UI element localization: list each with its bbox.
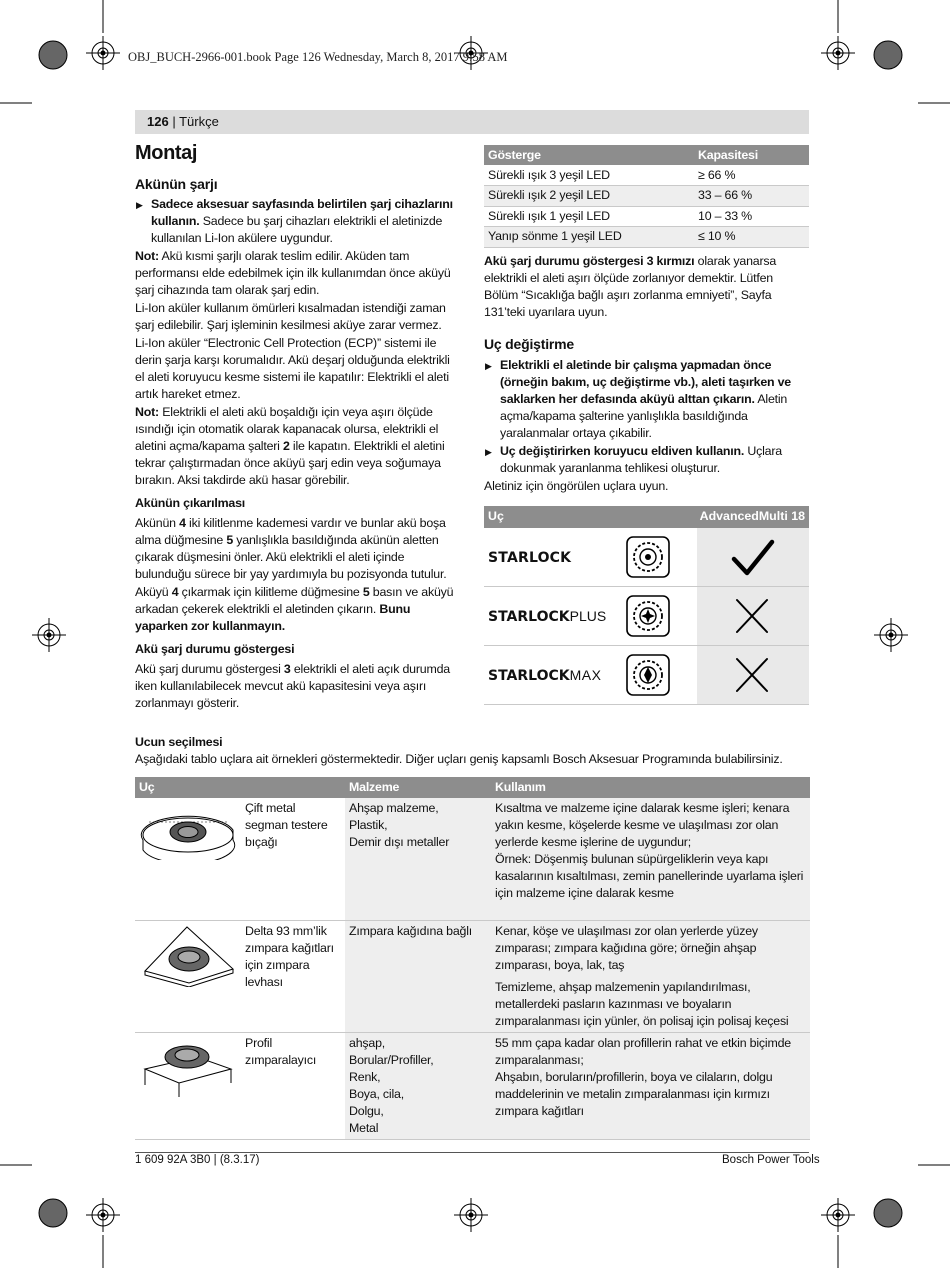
indicator-cell: Sürekli ışık 2 yeşil LED — [484, 186, 694, 207]
footer-doc-number: 1 609 92A 3B0 | (8.3.17) — [135, 1154, 260, 1166]
delta-sanding-plate-icon — [139, 923, 237, 987]
blade-name-cell: Delta 93 mm’lik zımpara kağıtları için zımpara levhası — [241, 920, 345, 1032]
starlock-max-mount-icon — [626, 654, 670, 696]
starlock-plus-logo: STARLOCKPLUS — [488, 608, 607, 625]
removal-paragraph-2: Aküyü 4 çıkarmak için kilitleme düğmesine 5 basın ve aküyü arkadan çekerek elektrikli el aletinden çıkarın. Bunu yaparken zor kullanmayın. — [135, 585, 454, 633]
table-row — [484, 206, 809, 227]
column-header: AdvancedMulti 18 — [699, 509, 805, 523]
blade-change-heading: Uç değiştirme — [484, 335, 574, 352]
usage-cell: 55 mm çapa kadar olan profillerin rahat ve etkin biçimde zımparalanması; Ahşabın, boruların/profillerin, boya ve cilaların, dolgu maddelerinin ve metalin zımparalanması için kırmızı zımpara kağıtları — [491, 1032, 810, 1139]
material-cell: Ahşap malzeme, Plastik, Demir dışı metaller — [345, 798, 491, 920]
capacity-cell: ≤ 10 % — [694, 227, 809, 248]
charging-heading: Akünün şarjı — [135, 176, 218, 192]
removal-heading: Akünün çıkarılması — [135, 496, 246, 510]
page-header: 126 | Türkçe — [147, 114, 219, 129]
footer-brand: Bosch Power Tools — [722, 1154, 820, 1166]
compatibility-cell — [697, 646, 809, 704]
table-header-row — [484, 506, 809, 528]
indicator-cell: Sürekli ışık 3 yeşil LED — [484, 165, 694, 186]
usage-cell: Kenar, köşe ve ulaşılması zor olan yerlerde yüzey zımparası; zımpara kağıdına göre; örneğin ahşap zımparası, boya, lak, taş Temizleme, ahşap malzemenin yapılandırılması, metallerdeki pasların kazınması ve boyaların zımparalanması için yünler, ön polisaj için polisaj keçesi — [491, 920, 810, 1032]
table-row — [484, 227, 809, 248]
indicator-cell: Sürekli ışık 1 yeşil LED — [484, 206, 694, 227]
compatibility-cell — [697, 587, 809, 645]
column-header: Gösterge — [484, 145, 694, 165]
table-row — [484, 587, 809, 646]
starlock-plus-mount-icon — [626, 595, 670, 637]
blade-image-cell — [135, 1032, 241, 1139]
right-column — [484, 145, 809, 496]
blade-name-cell: Profil zımparalayıcı — [241, 1032, 345, 1139]
blade-image-cell — [135, 920, 241, 1032]
starlock-mount-icon — [626, 536, 670, 578]
cross-icon — [697, 646, 809, 704]
table-row — [135, 920, 810, 1032]
page-header-bar — [135, 110, 809, 134]
selection-heading: Ucun seçilmesi — [135, 735, 223, 749]
gloves-warning: ▶ Uç değiştirirken koruyucu eldiven kullanın. Uçlara dokunmak yaranlanma tehlikesi oluşturur. — [484, 443, 809, 477]
blade-selection-table — [135, 777, 810, 1140]
page-number: 126 — [147, 114, 169, 129]
table-row — [484, 646, 809, 705]
page-language: Türkçe — [179, 114, 219, 129]
left-column — [135, 141, 461, 713]
profile-sander-icon — [139, 1035, 237, 1099]
note-overheat: Not: Elektrikli el aleti akü boşaldığı için veya aşırı ölçüde ısındığı için otomatik olarak kapanacak olursa, elektrikli el aletini açma/kapama şalteri 2 ile kapatın. Elektrikli el aletini tekrar çalıştırmadan önce aküyü şarj edin veya soğumaya bırakın. Aksi takdirde akü hasar görebilir. — [135, 405, 445, 487]
blade-name-cell: Çift metal segman testere bıçağı — [241, 798, 345, 920]
table-row — [135, 1032, 810, 1139]
table-row — [135, 798, 810, 920]
blade-selection-intro — [135, 734, 809, 769]
checkmark-icon — [697, 528, 809, 586]
material-cell: ahşap, Borular/Profiller, Renk, Boya, cila, Dolgu, Metal — [345, 1032, 491, 1139]
cross-icon — [697, 587, 809, 645]
red-indicator-paragraph: Akü şarj durumu göstergesi 3 kırmızı olarak yanarsa elektrikli el aleti aşırı ölçüde zorlanıyor demektir. Lütfen Bölüm “Sıcaklığa bağlı aşırı zorlanma emniyeti”, Sayfa 131’teki uyarılara uyun. — [484, 253, 777, 319]
starlock-logo: STARLOCK — [488, 550, 572, 566]
footer-rule — [135, 1152, 809, 1153]
table-header-row — [135, 777, 810, 798]
column-header: Uç — [488, 509, 504, 523]
column-header: Kullanım — [491, 777, 810, 798]
liion-paragraph: Li-Ion aküler kullanım ömürleri kısalmadan istendiği zaman şarj edilebilir. Şarj işleminin kesilmesi aküye zarar vermez. — [135, 301, 446, 332]
blade-type-table — [484, 506, 809, 705]
selection-intro-text: Aşağıdaki tablo uçlara ait örnekleri göstermektedir. Diğer uçları geniş kapsamlı Bosch Aksesuar Programında bulabilirsiniz. — [135, 752, 783, 766]
table-row — [484, 165, 809, 186]
charger-warning: ▶ Sadece aksesuar sayfasında belirtilen şarj cihazlarını kullanın. Sadece bu şarj cihazları elektrikli el aletinizde kullanılan Li-Ion akülere uygundur. — [135, 196, 461, 247]
indicator-cell: Yanıp sönme 1 yeşil LED — [484, 227, 694, 248]
column-header: Uç — [135, 777, 345, 798]
table-row — [484, 186, 809, 207]
recommended-blades-text: Aletiniz için öngörülen uçlara uyun. — [484, 478, 669, 493]
indicator-paragraph: Akü şarj durumu göstergesi 3 elektrikli el aleti açık durumda iken kullanılabilecek mevcut akü kapasitesini veya aşırı zorlanmayı gösterir. — [135, 662, 450, 710]
usage-cell: Kısaltma ve malzeme içine dalarak kesme işleri; kenara yakın kesme, köşelerde kesme ve ulaşılması zor olan yerlerde kesme işlerine de uygundur; Örnek: Döşenmiş bulunan süpürgeliklerin veya kapı kasalarının kısaltılması, zemin panellerinde uyarlama işleri için malzeme içine dalarak kesme — [491, 798, 810, 920]
battery-indicator-table — [484, 145, 809, 248]
column-header: Malzeme — [345, 777, 491, 798]
capacity-cell: ≥ 66 % — [694, 165, 809, 186]
material-cell: Zımpara kağıdına bağlı — [345, 920, 491, 1032]
note-partial-charge: Not: Akü kısmi şarjlı olarak teslim edilir. Aküden tam performansı elde edebilmek için ilk kullanımdan önce aküyü şarj cihazında tam olarak şarj edin. — [135, 249, 451, 297]
remove-battery-warning: ▶ Elektrikli el aletinde bir çalışma yapmadan önce (örneğin bakım, uç değiştirme vb.), aleti taşırken ve saklarken her defasında aküyü alttan çıkarın. Aletin açma/kapama şalterine yanlışlıkla basıldığında yaralanmalar ortaya çıkabilir. — [484, 357, 809, 442]
capacity-cell: 33 – 66 % — [694, 186, 809, 207]
starlock-max-logo: STARLOCKMAX — [488, 667, 602, 684]
table-header-row — [484, 145, 809, 165]
table-row — [484, 528, 809, 587]
column-header: Kapasitesi — [694, 145, 809, 165]
ecp-paragraph: Li-Ion aküler “Electronic Cell Protection (ECP)” sistemi ile derin şarja karşı korumalıdır. Akü deşarj olduğunda elektrikli el aleti koruyucu kesme sistemi ile kapatılır: Elektrikli el aleti artık hareket etmez. — [135, 336, 450, 401]
compatibility-cell — [697, 528, 809, 586]
section-title: Montaj — [135, 142, 198, 164]
capacity-cell: 10 – 33 % — [694, 206, 809, 227]
blade-image-cell — [135, 798, 241, 920]
print-slug: OBJ_BUCH-2966-001.book Page 126 Wednesday, March 8, 2017 9:58 AM — [128, 50, 508, 64]
segment-saw-blade-icon — [139, 800, 237, 860]
indicator-heading: Akü şarj durumu göstergesi — [135, 642, 295, 656]
removal-paragraph-1: Akünün 4 iki kilitlenme kademesi vardır ve bunlar akü boşa alma düğmesine 5 yanlışlıkla basıldığında akünün aletten çıkarak düşmesini önler. Akü elektrikli el aleti içinde bulunduğu sürece bir yay yardımıyla bu pozisyonda tutulur. — [135, 516, 447, 581]
